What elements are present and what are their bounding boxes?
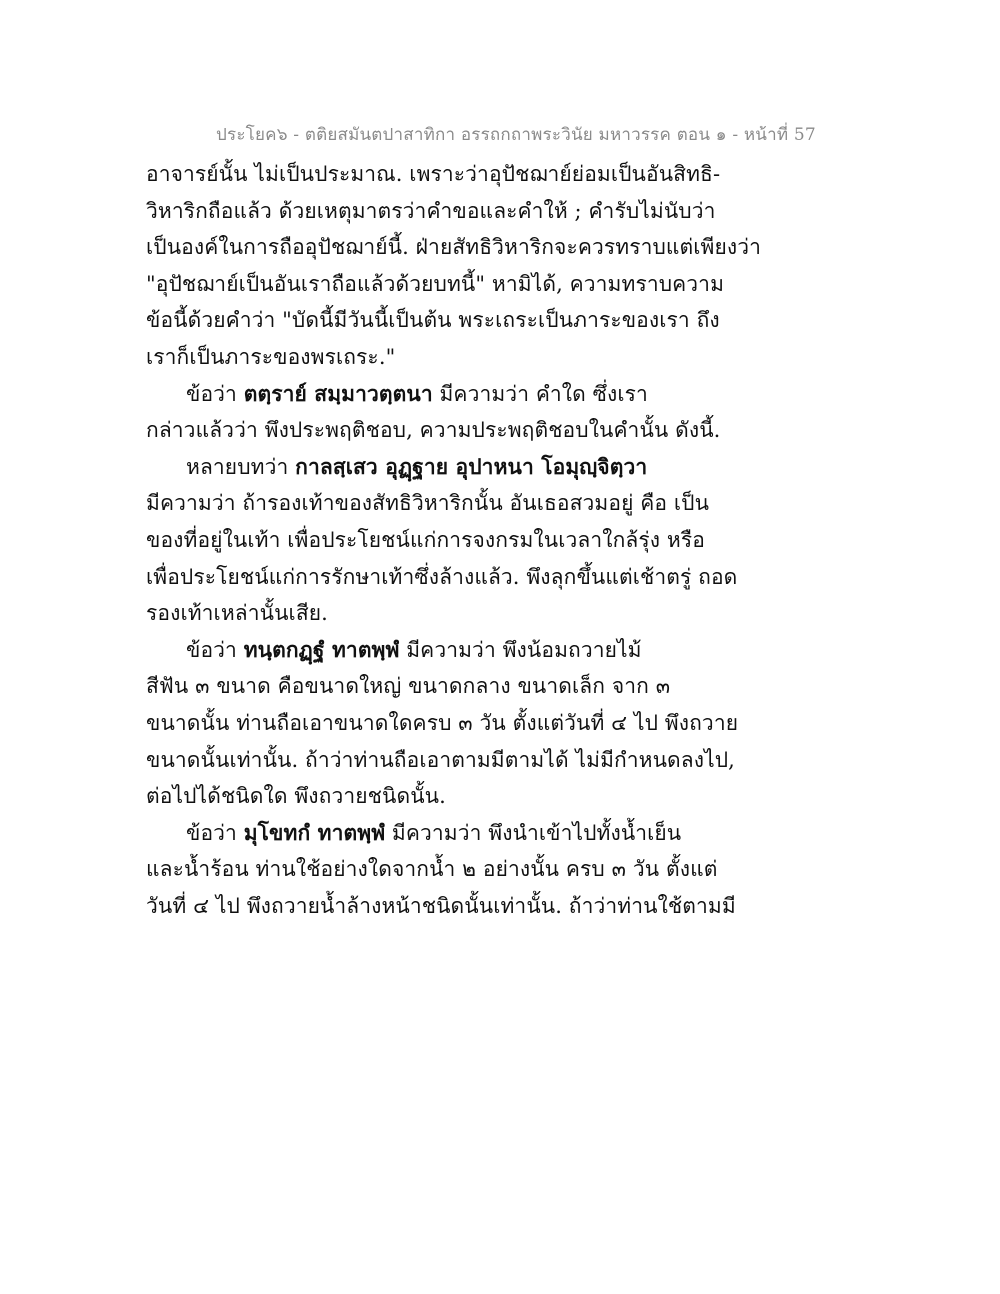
trail-text: มีความว่า พึงนำเข้าไปทั้งน้ำเย็น bbox=[385, 820, 682, 845]
lead-text: หลายบทว่า bbox=[186, 454, 296, 479]
pali-term: มุโขทกํ ทาตพฺพํ bbox=[243, 819, 386, 845]
text-line: ของที่อยู่ในเท้า เพื่อประโยชน์แก่การจงกรมในเวลาใกล้รุ่ง หรือ bbox=[146, 527, 705, 552]
text-line: วิหาริกถือแล้ว ด้วยเหตุมาตรว่าคำขอและคำให้ ; คำรับไม่นับว่า bbox=[146, 198, 716, 223]
paragraph-2 bbox=[146, 376, 721, 449]
lead-text: ข้อว่า bbox=[186, 820, 244, 845]
text-line: ขนาดนั้น ท่านถือเอาขนาดใดครบ ๓ วัน ตั้งแต่วันที่ ๔ ไป พึงถวาย bbox=[146, 710, 739, 735]
text-line bbox=[146, 815, 706, 852]
text-line: วันที่ ๔ ไป พึงถวายน้ำล้างหน้าชนิดนั้นเท่านั้น. ถ้าว่าท่านใช้ตามมี bbox=[146, 893, 736, 918]
pali-term: ทนฺตกฏฺฐํ ทาตพฺพํ bbox=[243, 636, 400, 662]
paragraph-4 bbox=[146, 632, 739, 815]
text-line: รองเท้าเหล่านั้นเสีย. bbox=[146, 601, 328, 626]
pali-term: ตตฺราย์ สมฺมาวตฺตนา bbox=[243, 380, 433, 406]
trail-text: มีความว่า คำใด ซึ่งเรา bbox=[432, 381, 648, 406]
text-line: ขนาดนั้นเท่านั้น. ถ้าว่าท่านถือเอาตามมีตามได้ ไม่มีกำหนดลงไป, bbox=[146, 747, 735, 772]
lead-text: ข้อว่า bbox=[186, 381, 244, 406]
text-line: และน้ำร้อน ท่านใช้อย่างใดจากน้ำ ๒ อย่างนั้น ครบ ๓ วัน ตั้งแต่ bbox=[146, 857, 718, 882]
trail-text: มีความว่า พึงน้อมถวายไม้ bbox=[399, 637, 642, 662]
text-line bbox=[146, 449, 706, 486]
text-line: เป็นองค์ในการถืออุปัชฌาย์นี้. ฝ่ายสัทธิวิหาริกจะควรทราบแต่เพียงว่า bbox=[146, 235, 762, 260]
pali-term: กาลสฺเสว อุฏฺฐาย อุปาหนา โอมุญฺจิตฺวา bbox=[295, 453, 648, 479]
text-line: กล่าวแล้วว่า พึงประพฤติชอบ, ความประพฤติชอบในคำนั้น ดังนี้. bbox=[146, 418, 721, 443]
paragraph-5 bbox=[146, 815, 736, 925]
text-line: อาจารย์นั้น ไม่เป็นประมาณ. เพราะว่าอุปัชฌาย์ย่อมเป็นอันสิทธิ- bbox=[146, 162, 721, 186]
text-line: ข้อนี้ด้วยคำว่า "บัดนี้มีวันนี้เป็นต้น พระเถระเป็นภาระของเรา ถึง bbox=[146, 308, 720, 333]
text-line bbox=[146, 376, 706, 413]
lead-text: ข้อว่า bbox=[186, 637, 244, 662]
paragraph-1 bbox=[146, 156, 762, 376]
text-line bbox=[146, 632, 706, 669]
text-line: สีฟัน ๓ ขนาด คือขนาดใหญ่ ขนาดกลาง ขนาดเล็ก จาก ๓ bbox=[146, 674, 671, 699]
body-text bbox=[146, 156, 762, 924]
text-line: "อุปัชฌาย์เป็นอันเราถือแล้วด้วยบทนี้" หามิได้, ความทราบความ bbox=[146, 271, 725, 296]
paragraph-3 bbox=[146, 449, 738, 632]
text-line: ต่อไปได้ชนิดใด พึงถวายชนิดนั้น. bbox=[146, 784, 446, 809]
text-line: มีความว่า ถ้ารองเท้าของสัทธิวิหาริกนั้น อันเธอสวมอยู่ คือ เป็น bbox=[146, 491, 710, 516]
text-line: เราก็เป็นภาระของพรเถระ." bbox=[146, 344, 396, 369]
running-header: ประโยค๖ - ตติยสมันตปาสาทิกา อรรถกถาพระวินัย มหาวรรค ตอน ๑ - หน้าที่ 57 bbox=[216, 125, 816, 145]
text-line: เพื่อประโยชน์แก่การรักษาเท้าซึ่งล้างแล้ว. พึงลุกขึ้นแต่เช้าตรู่ ถอด bbox=[146, 564, 738, 589]
